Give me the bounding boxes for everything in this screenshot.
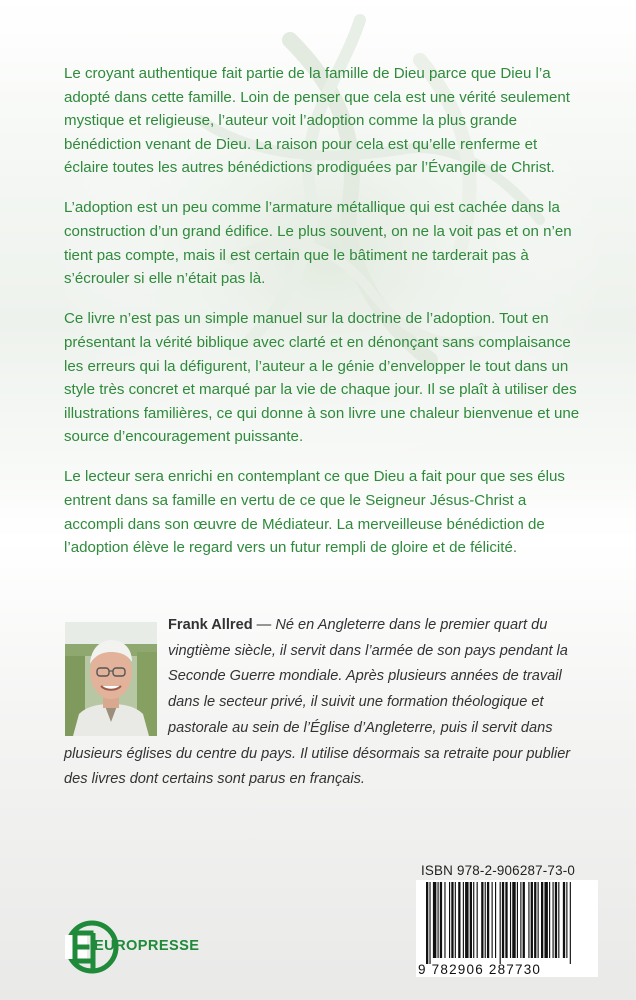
- barcode-bar: [549, 882, 550, 958]
- barcode-bar: [438, 882, 439, 958]
- barcode-bar: [544, 882, 547, 958]
- barcode-bar: [558, 882, 559, 958]
- barcode-bar: [553, 882, 554, 958]
- barcode-bar: [477, 882, 478, 958]
- blurb-paragraph-2: L’adoption est un peu comme l’armature métallique qui est cachée dans la construction d’un grand édifice. Le plus souvent, on ne la voit pas et on n’en tient pas compte, mais il est certain que le bâtiment ne tarderait pas à s’écrouler si elle n’était pas là.: [64, 199, 572, 288]
- barcode-bar: [512, 882, 515, 958]
- isbn-label: ISBN 978-2-906287-73-0: [421, 863, 576, 878]
- barcode-bar: [502, 882, 504, 958]
- barcode-bar: [523, 882, 525, 958]
- back-cover-blurb: [64, 62, 584, 576]
- barcode-bar: [444, 882, 445, 958]
- barcode-bar: [458, 882, 460, 958]
- barcode-bar: [538, 882, 539, 958]
- barcode-bar: [451, 882, 453, 958]
- barcode-bar: [510, 882, 511, 958]
- barcode-bar: [426, 882, 428, 964]
- barcode-bar: [531, 882, 533, 958]
- barcode-bar: [433, 882, 436, 958]
- barcode-bar: [528, 882, 529, 958]
- author-dash: —: [252, 617, 276, 633]
- barcode-bar: [517, 882, 518, 958]
- barcode-bar: [473, 882, 474, 958]
- barcode-bar: [449, 882, 450, 958]
- barcode-bar: [470, 882, 472, 958]
- barcode-bar: [505, 882, 507, 958]
- photo-spacer: [64, 613, 168, 739]
- barcode-bar: [429, 882, 430, 964]
- barcode-digits: 9 782906 287730: [418, 962, 542, 977]
- barcode-bar: [485, 882, 486, 958]
- barcode-bar: [465, 882, 468, 958]
- barcode-bar: [463, 882, 464, 958]
- isbn-barcode: [416, 880, 598, 977]
- barcode-bar: [566, 882, 567, 958]
- barcode-bar: [440, 882, 442, 958]
- publisher-name: EUROPRESSE: [94, 938, 200, 954]
- barcode-bar: [555, 882, 557, 958]
- barcode-bar: [534, 882, 536, 958]
- barcode-bar: [541, 882, 543, 958]
- barcode-bar: [455, 882, 456, 958]
- barcode-bar: [563, 882, 565, 958]
- barcode-bar: [570, 882, 571, 964]
- barcode-bar: [500, 882, 501, 964]
- barcode-bar: [492, 882, 493, 958]
- blurb-paragraph-4: Le lecteur sera enrichi en contemplant ce que Dieu a fait pour que ses élus entrent dans sa famille en vertu de ce que le Seigneur Jésus-Christ a accompli dans son œuvre de Médiateur. La merveilleuse bénédiction de l’adoption élève le regard vers un futur rempli de gloire et de félicité.: [64, 468, 565, 557]
- blurb-paragraph-1: Le croyant authentique fait partie de la famille de Dieu parce que Dieu l’a adopté dans cette famille. Loin de penser que cela est une vérité seulement mystique et religieuse, l’auteur voit l’adoption comme la plus grande bénédiction venant de Dieu. La raison pour cela est qu’elle renferme et éclaire toutes les autres bénédictions prodiguées par l’Évangile de Christ.: [64, 65, 570, 177]
- author-bio-text: Né en Angleterre dans le premier quart du vingtième siècle, il servit dans l’armée de son pays pendant la Seconde Guerre mondiale. Après plusieurs années de travail dans le secteur privé, il suivit une formation théologique et pastorale au sein de l’Église d’Angleterre, puis il servit dans plusieurs églises du centre du pays. Il utilise désormais sa retraite pour publier des livres dont certains sont parus en français.: [64, 617, 571, 788]
- barcode-bar: [487, 882, 489, 958]
- author-name: Frank Allred: [168, 617, 253, 633]
- barcode-bar: [495, 882, 496, 958]
- barcode-bar: [520, 882, 521, 958]
- blurb-paragraph-3: Ce livre n’est pas un simple manuel sur la doctrine de l’adoption. Tout en présentant la vérité biblique avec clarté et en dénonçant sans complaisance les erreurs qui la défigurent, l’auteur a le génie d’envelopper le tout dans un style très concret et marqué par la vie de chaque jour. Il se plaît à utiliser des illustrations familières, ce qui donne à son livre une chaleur bienvenue et une source d’encouragement puissante.: [64, 310, 580, 446]
- author-biography: [64, 613, 584, 793]
- barcode-bar: [481, 882, 483, 958]
